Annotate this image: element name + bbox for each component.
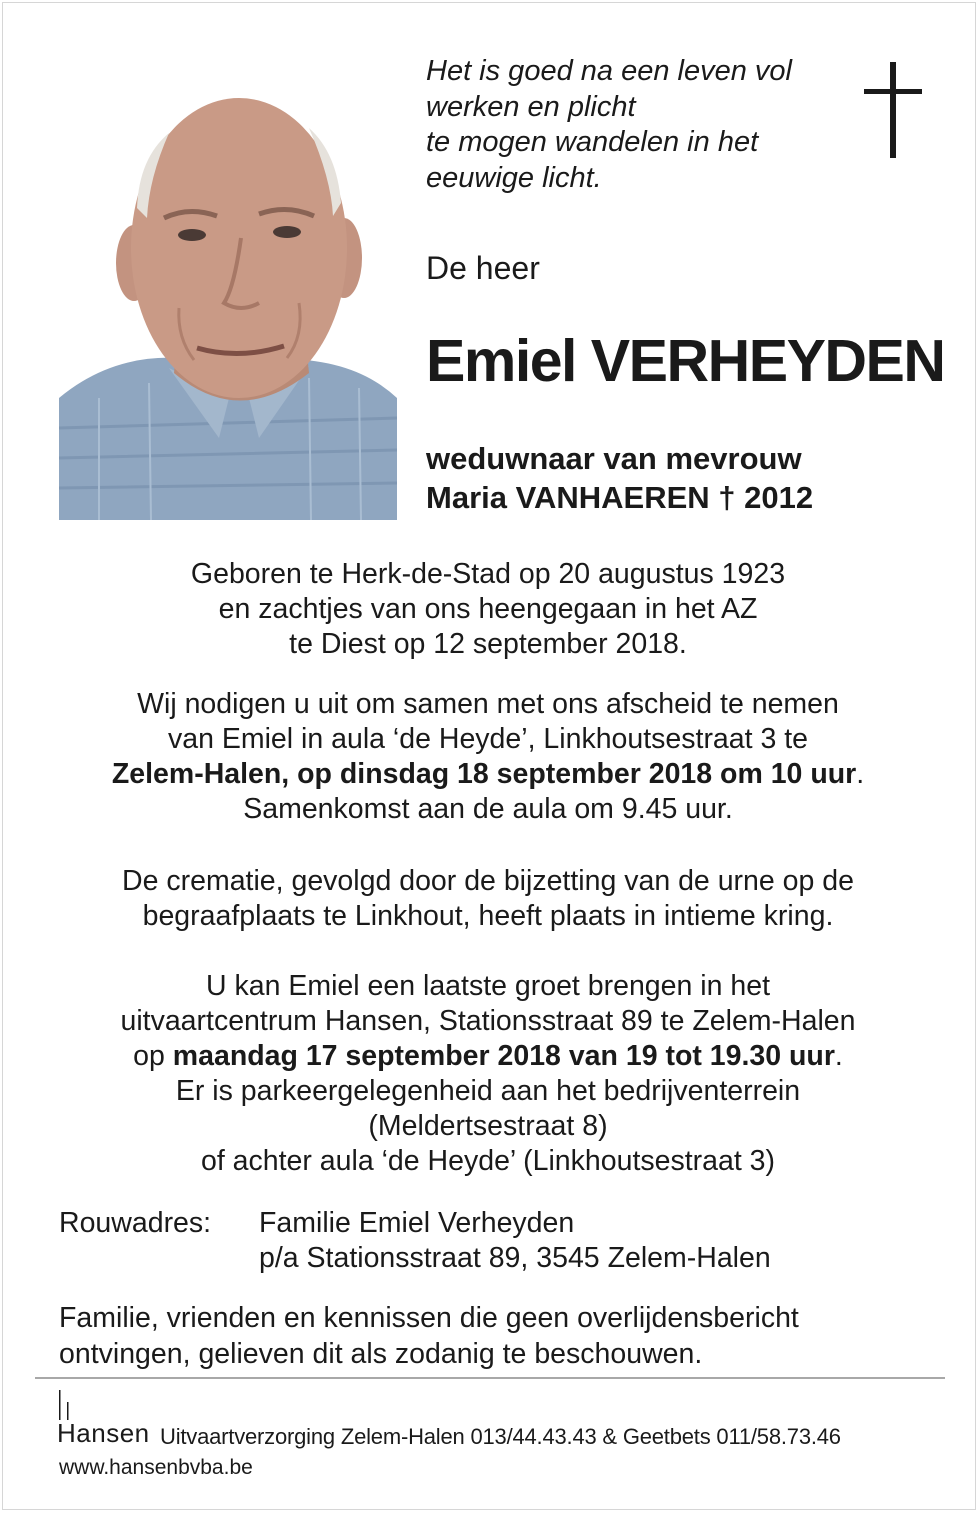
closing-line: Familie, vrienden en kennissen die geen overlijdensbericht [59, 1302, 799, 1334]
birth-line: Geboren te Herk-de-Stad op 20 augustus 1923 [190, 558, 786, 590]
spouse-line: Maria VANHAEREN † 2012 [426, 480, 814, 515]
farewell-line: Wij nodigen u uit om samen met ons afscheid te nemen [137, 688, 839, 720]
visit-line [30, 1039, 946, 1074]
visit-line: (Meldertsestraat 8) [368, 1110, 608, 1142]
funeral-home-details: Uitvaartverzorging Zelem-Halen 013/44.43.43 & Geetbets 011/58.73.46 [160, 1424, 841, 1449]
birth-paragraph [30, 557, 946, 662]
visit-line: U kan Emiel een laatste groet brengen in het [205, 970, 771, 1002]
cremation-line: begraafplaats te Linkhout, heeft plaats in intieme kring. [142, 900, 834, 932]
cremation-line: De crematie, gevolgd door de bijzetting van de urne op de [122, 865, 854, 897]
punctuation: . [856, 758, 865, 790]
memorial-motto [426, 54, 846, 196]
punctuation: . [834, 1040, 843, 1072]
visit-datetime: maandag 17 september 2018 van 19 tot 19.30 uur [172, 1040, 835, 1072]
portrait-photo [59, 98, 397, 520]
address-line: p/a Stationsstraat 89, 3545 Zelem-Halen [259, 1242, 771, 1274]
visit-line: Er is parkeergelegenheid aan het bedrijventerrein [175, 1075, 801, 1107]
visit-prefix: op [133, 1040, 173, 1072]
visit-line: of achter aula ‘de Heyde’ (Linkhoutsestraat 3) [200, 1145, 776, 1177]
ceremony-datetime: Zelem-Halen, op dinsdag 18 september 2018 om 10 uur [111, 758, 857, 790]
closing-note [59, 1300, 799, 1372]
cremation-paragraph [30, 864, 946, 934]
deceased-name: Emiel VERHEYDEN [426, 328, 945, 394]
birth-line: te Diest op 12 september 2018. [289, 628, 687, 660]
brand-name: Hansen [57, 1418, 150, 1448]
motto-line: eeuwige licht. [426, 161, 602, 194]
motto-line: te mogen wandelen in het [426, 126, 759, 158]
title-prefix: De heer [426, 250, 540, 286]
motto-line: Het is goed na een leven vol [426, 55, 792, 87]
hansen-logo [57, 1388, 157, 1450]
address-label: Rouwadres: [59, 1207, 212, 1239]
farewell-line: van Emiel in aula ‘de Heyde’, Linkhoutsestraat 3 te [167, 723, 809, 755]
spouse-line: weduwnaar van mevrouw [426, 441, 802, 476]
farewell-paragraph [30, 687, 946, 827]
divider [35, 1377, 945, 1379]
farewell-line [30, 757, 946, 792]
address-line: Familie Emiel Verheyden [259, 1207, 575, 1239]
spouse-info [426, 439, 813, 517]
motto-line: werken en plicht [426, 90, 636, 123]
address-lines [259, 1206, 771, 1276]
cross-icon [864, 62, 922, 158]
birth-line: en zachtjes van ons heengegaan in het AZ [218, 593, 758, 625]
visit-paragraph [30, 969, 946, 1179]
farewell-line: Samenkomst aan de aula om 9.45 uur. [243, 793, 733, 825]
closing-line: ontvingen, gelieven dit als zodanig te beschouwen. [59, 1338, 703, 1370]
visit-line: uitvaartcentrum Hansen, Stationsstraat 89 te Zelem-Halen [120, 1005, 856, 1037]
website-link[interactable]: www.hansenbvba.be [59, 1456, 253, 1479]
